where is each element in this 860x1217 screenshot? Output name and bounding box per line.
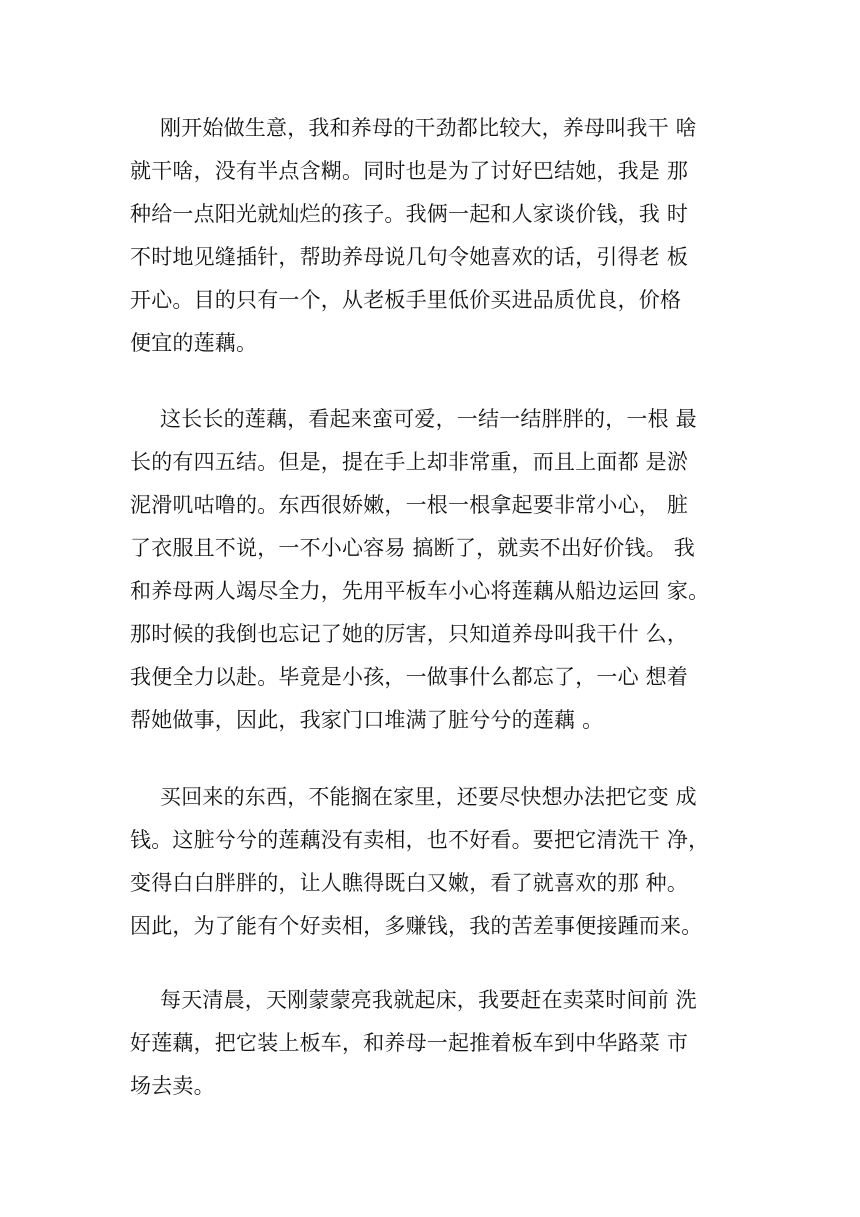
paragraph-1 [130, 107, 740, 365]
paragraph-line: 刚开始做生意，我和养母的干劲都比较大，养母叫我干 啥 [160, 116, 697, 140]
paragraph-line: 了衣服且不说，一不小心容易 搞断了，就卖不出好价钱。 我 [130, 536, 695, 560]
paragraph-line: 种给一点阳光就灿烂的孩子。我俩一起和人家谈价钱，我 时 [130, 202, 689, 226]
paragraph-line: 我便全力以赴。毕竟是小孩，一做事什么都忘了，一心 想着 [130, 665, 689, 689]
paragraph-line: 那时候的我倒也忘记了她的厉害，只知道养母叫我干什 么， [130, 622, 689, 646]
paragraph-line: 就干啥，没有半点含糊。同时也是为了讨好巴结她，我是 那 [130, 159, 689, 183]
paragraph-line: 因此，为了能有个好卖相，多赚钱，我的苦差事便接踵而来。 [130, 914, 703, 938]
paragraph-line: 不时地见缝插针，帮助养母说几句令她喜欢的话，引得老 板 [130, 245, 689, 269]
paragraph-line: 开心。目的只有一个，从老板手里低价买进品质优良，价格 [130, 288, 682, 312]
paragraph-line: 场去卖。 [130, 1074, 215, 1098]
paragraph-4 [130, 979, 740, 1108]
paragraph-line: 买回来的东西，不能搁在家里，还要尽快想办法把它变 成 [160, 785, 697, 809]
paragraph-line: 钱。这脏兮兮的莲藕没有卖相，也不好看。要把它清洗干 净， [130, 828, 710, 852]
paragraph-line: 帮她做事，因此，我家门口堆满了脏兮兮的莲藕 。 [130, 708, 604, 732]
paragraph-line: 长的有四五结。但是，提在手上却非常重，而且上面都 是淤 [130, 450, 689, 474]
paragraph-line: 泥滑叽咕噜的。东西很娇嫩，一根一根拿起要非常小心， 脏 [130, 493, 689, 517]
paragraph-line: 好莲藕，把它装上板车，和养母一起推着板车到中华路菜 市 [130, 1031, 689, 1055]
paragraph-line: 这长长的莲藕，看起来蛮可爱，一结一结胖胖的，一根 最 [160, 407, 697, 431]
paragraph-line: 变得白白胖胖的，让人瞧得既白又嫩，看了就喜欢的那 种。 [130, 871, 689, 895]
paragraph-line: 和养母两人竭尽全力，先用平板车小心将莲藕从船边运回 家。 [130, 579, 710, 603]
paragraph-3 [130, 776, 740, 948]
paragraph-line: 每天清晨，天刚蒙蒙亮我就起床，我要赶在卖菜时间前 洗 [160, 988, 697, 1012]
paragraph-2 [130, 398, 740, 742]
paragraph-line: 便宜的莲藕。 [130, 331, 258, 355]
